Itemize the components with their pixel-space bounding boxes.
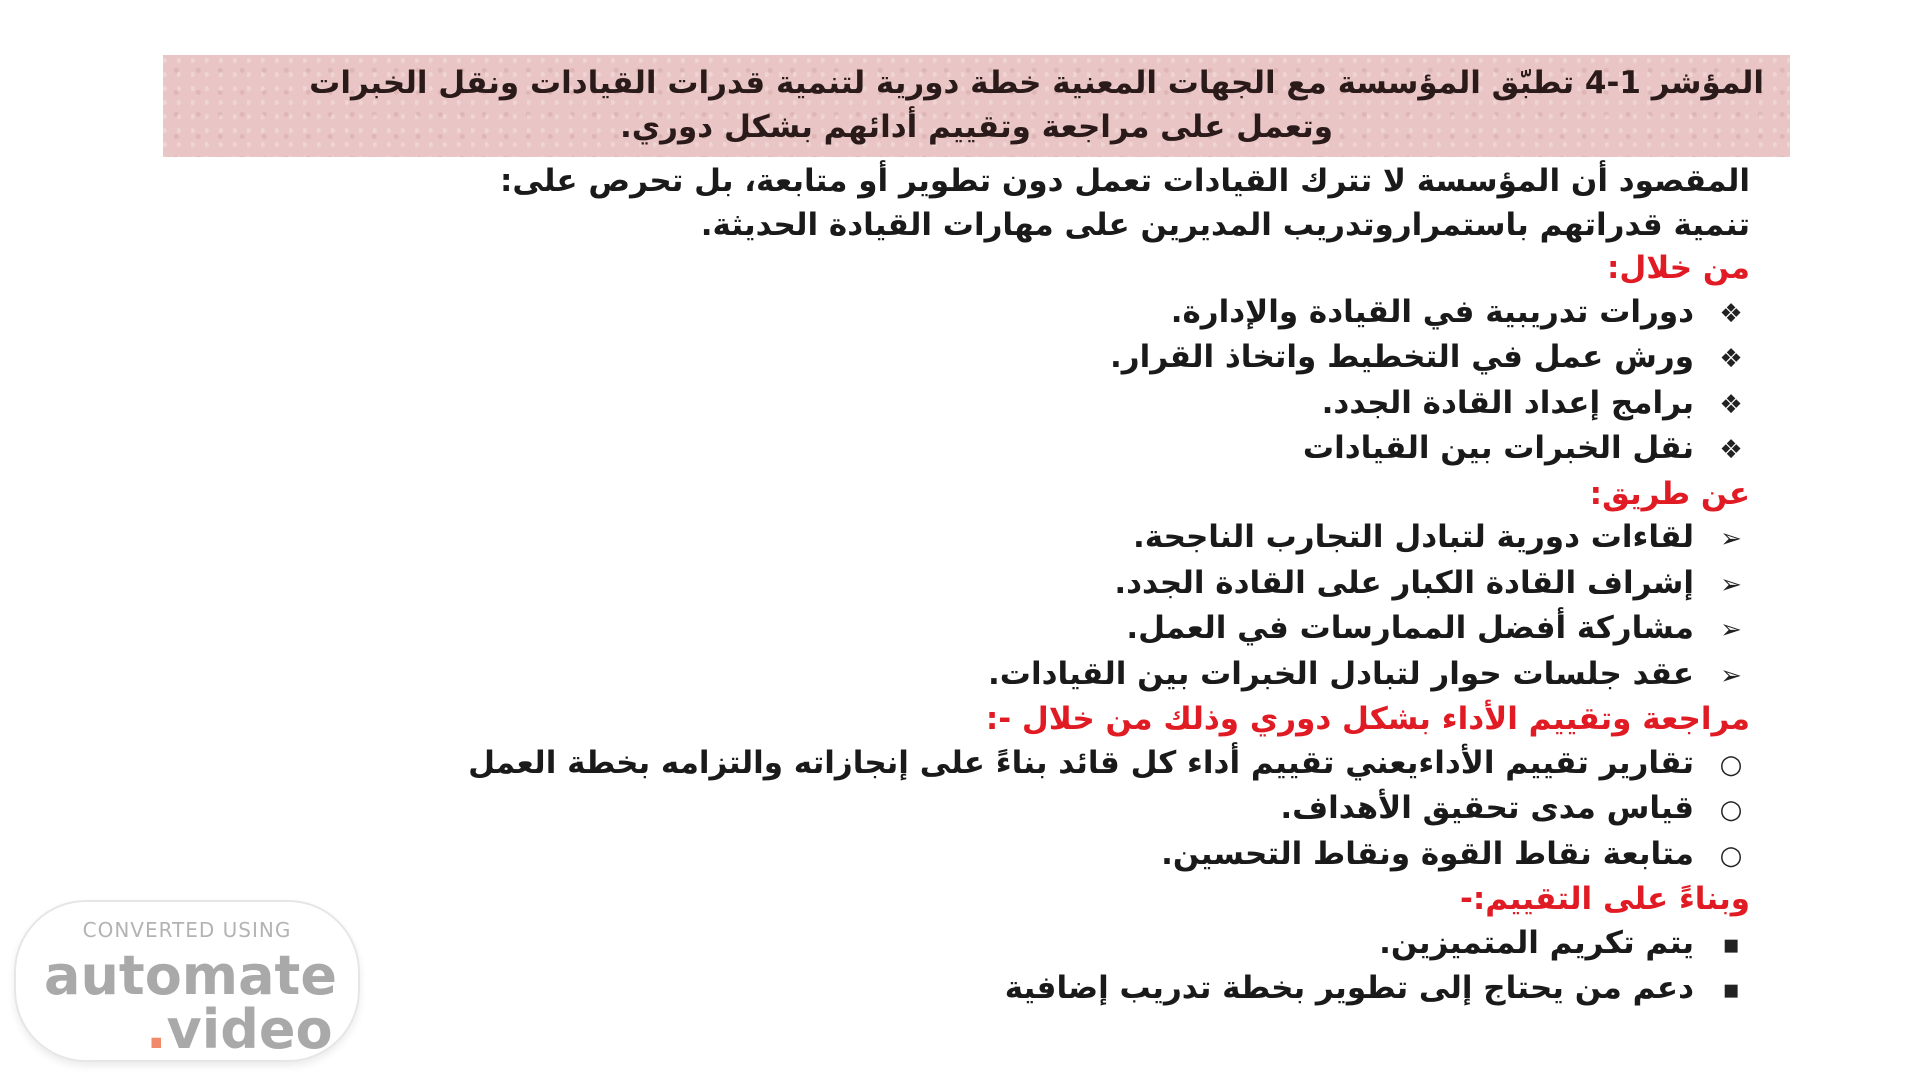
- intro-line-2: تنمية قدراتهم باستمراروتدريب المديرين على مهارات القيادة الحديثة.: [700, 206, 1750, 243]
- list-item: [150, 787, 1750, 833]
- list-item-text: إشراف القادة الكبار على القادة الجدد.: [1114, 564, 1694, 601]
- arrow-bullet-icon: ➢: [1720, 615, 1742, 645]
- watermark-caption: CONVERTED USING: [82, 918, 292, 942]
- circle-bullet-icon: ○: [1719, 749, 1743, 780]
- list-item-text: برامج إعداد القادة الجدد.: [1321, 384, 1694, 421]
- diamond-bullet-icon: ❖: [1719, 389, 1743, 420]
- list-item-text: تقارير تقييم الأداءيعني تقييم أداء كل قائد بناءً على إنجازاته والتزامه بخطة العمل: [468, 744, 1694, 781]
- list-item: [150, 922, 1750, 968]
- circle-bullet-icon: ○: [1719, 795, 1743, 825]
- list-item-text: مشاركة أفضل الممارسات في العمل.: [1126, 610, 1694, 646]
- section-review-heading: مراجعة وتقييم الأداء بشكل دوري وذلك من خلال -:: [985, 701, 1750, 737]
- list-item: [150, 516, 1750, 562]
- list-item: [150, 967, 1750, 1013]
- arrow-bullet-icon: ➢: [1720, 569, 1742, 600]
- slide-body: [150, 160, 1750, 1013]
- list-item: [150, 291, 1750, 337]
- list-item: [150, 742, 1750, 788]
- list-item: [150, 427, 1750, 473]
- automate-video-watermark: [14, 900, 360, 1062]
- list-item-text: نقل الخبرات بين القيادات: [1302, 430, 1694, 466]
- arrow-bullet-icon: ➢: [1720, 660, 1742, 691]
- diamond-bullet-icon: ❖: [1719, 298, 1743, 329]
- watermark-video-text: video: [166, 998, 333, 1061]
- list-item: [150, 607, 1750, 653]
- list-item: [150, 833, 1750, 879]
- list-item-text: لقاءات دورية لتبادل التجارب الناجحة.: [1133, 519, 1694, 555]
- diamond-bullet-icon: ❖: [1719, 435, 1743, 465]
- watermark-brand: automate: [44, 944, 337, 1007]
- list-item-text: ورش عمل في التخطيط واتخاذ القرار.: [1110, 339, 1694, 375]
- indicator-header-box: [163, 55, 1790, 157]
- square-bullet-icon: ▪: [1722, 975, 1740, 1005]
- list-item-text: قياس مدى تحقيق الأهداف.: [1280, 790, 1694, 826]
- list-item-text: يتم تكريم المتميزين.: [1379, 924, 1694, 961]
- list-item: [150, 653, 1750, 699]
- list-item: [150, 336, 1750, 382]
- list-item-text: دورات تدريبية في القيادة والإدارة.: [1170, 293, 1694, 330]
- list-item: [150, 562, 1750, 608]
- square-bullet-icon: ▪: [1722, 929, 1740, 960]
- section-by-heading: عن طريق:: [1589, 475, 1750, 512]
- watermark-dot: .: [146, 998, 167, 1061]
- list-item: [150, 382, 1750, 428]
- list-item-text: دعم من يحتاج إلى تطوير بخطة تدريب إضافية: [1004, 970, 1694, 1006]
- diamond-bullet-icon: ❖: [1719, 344, 1743, 374]
- indicator-title-line-1: المؤشر 1-4 تطبّق المؤسسة مع الجهات المعنية خطة دورية لتنمية قدرات القيادات ونقل الخبرات: [309, 65, 1764, 101]
- list-item-text: متابعة نقاط القوة ونقاط التحسين.: [1161, 835, 1694, 872]
- section-through-heading: من خلال:: [1606, 250, 1750, 286]
- intro-line-1: المقصود أن المؤسسة لا تترك القيادات تعمل دون تطوير أو متابعة، بل تحرص على:: [500, 163, 1750, 199]
- circle-bullet-icon: ○: [1719, 840, 1743, 871]
- section-based-heading: وبناءً على التقييم:-: [1460, 881, 1750, 917]
- list-item-text: عقد جلسات حوار لتبادل الخبرات بين القيادات.: [988, 655, 1694, 692]
- indicator-title-line-2: وتعمل على مراجعة وتقييم أدائهم بشكل دوري.: [619, 109, 1334, 145]
- arrow-bullet-icon: ➢: [1720, 524, 1742, 554]
- watermark-brand-suffix: [146, 998, 333, 1061]
